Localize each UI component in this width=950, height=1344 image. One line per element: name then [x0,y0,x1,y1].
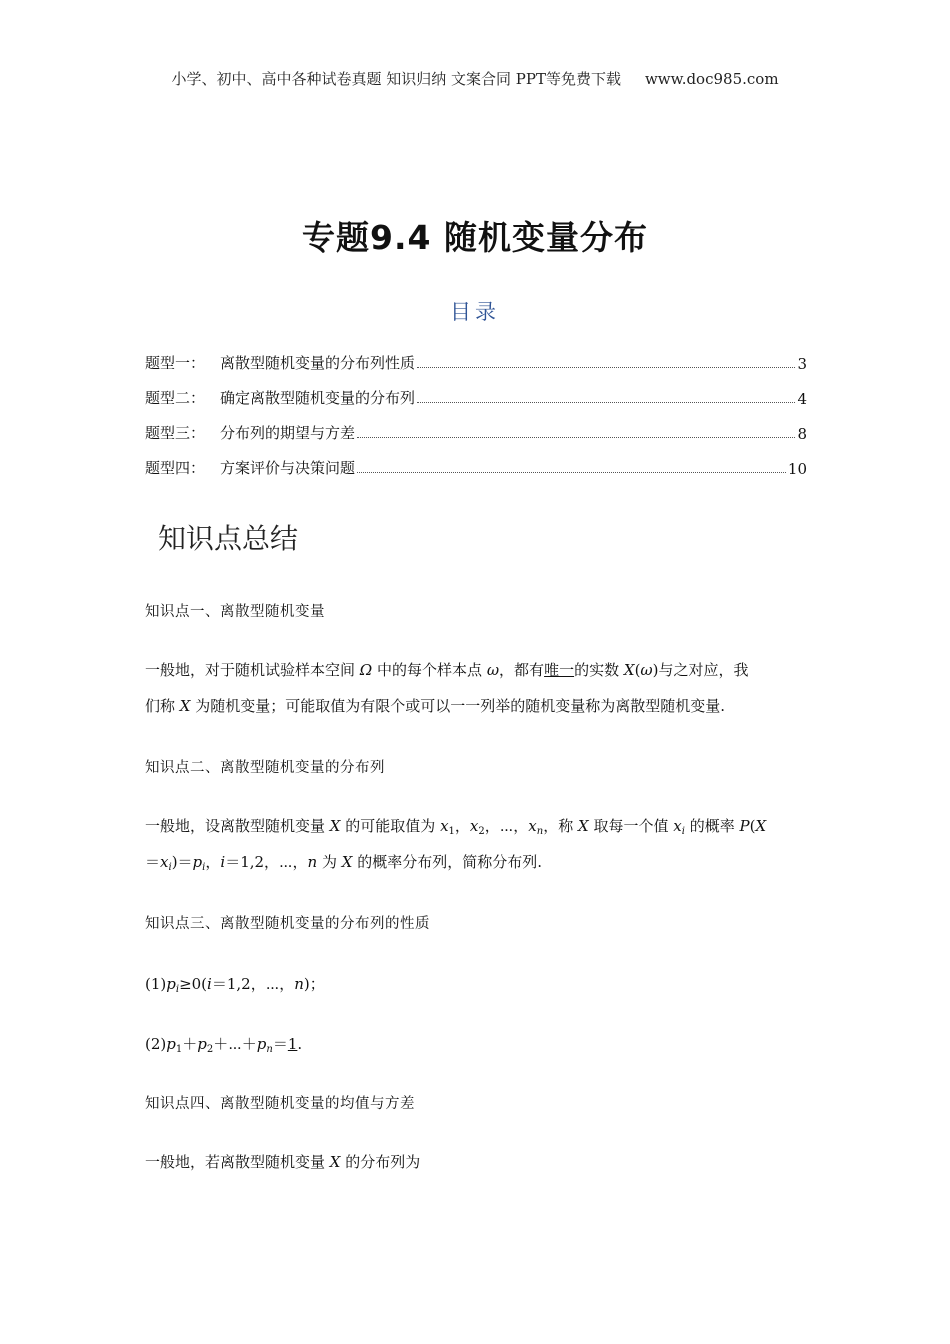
toc-leader-dots [417,401,795,403]
page-title: 专题9.4 随机变量分布 [302,218,648,257]
toc-entry-text: 确定离散型随机变量的分布列 [220,389,416,407]
text: (2) [145,1035,167,1053]
kp4-paragraph: 一般地，若离散型随机变量 X 的分布列为 [145,1153,421,1171]
toc-entry[interactable] [145,338,807,373]
toc-entry-page: 4 [797,390,807,408]
text: 一般地，对于随机试验样本空间 [145,661,356,679]
kp2-paragraph: 一般地，设离散型随机变量 X 的可能取值为 $x_1$，$x_2$，⋯，$x_n$，称 X 取每一个值 $x_i$ 的概率 P(X $=x_i)=p_i$，i＝1,2，⋯，n 为 X 的概率分布列，简称分布列. [145,817,767,873]
underlined-text: 1 [287,1035,298,1053]
header-left-text: 小学、初中、高中各种试卷真题 知识归纳 文案合同 PPT等免费下载 [171,70,621,88]
toc-leader-dots [357,436,795,438]
toc-entry-page: 8 [797,425,807,443]
text: 为 [322,853,338,871]
text: 们称 [145,697,176,715]
underlined-text: 唯一 [544,661,575,679]
toc-entry-page: 10 [787,460,807,478]
text: 的实数 [574,661,620,679]
text: 与之对应，我 [658,661,749,679]
text: . [297,1035,303,1053]
text: 的概率分布列，简称分布列. [357,853,543,871]
text: ≥0( [179,975,208,993]
toc-entry-text: 离散型随机变量的分布列性质 [220,354,416,372]
section-heading: 知识点总结 [158,522,299,555]
text: ＋⋯＋ [213,1035,257,1053]
kp3-property-1: $(1)p_i\ge 0(i=1,2$，⋯，n)； [145,975,325,995]
kp3-property-2: $(2)p_1+p_2+\cdots+p_n=1$. [145,1035,303,1055]
toc-entry-label: 题型三： [145,424,206,442]
text: ＝1,2，⋯， [211,975,295,993]
text: 的可能取值为 [345,817,436,835]
text: 取每一个值 [593,817,669,835]
toc-entry-label: 题型四： [145,459,206,477]
kp4-heading: 知识点四、离散型随机变量的均值与方差 [145,1096,415,1112]
toc-entry[interactable] [145,408,807,443]
text: ，都有 [499,661,545,679]
text: 一般地，若离散型随机变量 [145,1153,326,1171]
text: 中的每个样本点 [377,661,483,679]
header-url[interactable]: www.doc985.com [644,70,779,88]
kp1-heading: 知识点一、离散型随机变量 [145,604,325,620]
kp1-paragraph: 一般地，对于随机试验样本空间 Ω 中的每个样本点 ω，都有唯一的实数 X(ω)与之对应，我 们称 X 为随机变量；可能取值为有限个或可以一一列举的随机变量称为离散型随机变量. [145,661,749,715]
text: 为随机变量；可能取值为有限个或可以一一列举的随机变量称为离散型随机变量. [195,697,726,715]
toc-title: 目录 [450,300,500,324]
toc-entry-page: 3 [797,355,807,373]
page-header [0,68,950,89]
text: (1) [145,975,167,993]
toc-entry[interactable] [145,373,807,408]
kp3-heading: 知识点三、离散型随机变量的分布列的性质 [145,916,430,932]
toc-leader-dots [357,471,786,473]
text: 的分布列为 [345,1153,421,1171]
toc-entry-text: 方案评价与决策问题 [220,459,356,477]
kp2-heading: 知识点二、离散型随机变量的分布列 [145,760,385,776]
toc-entry-label: 题型二： [145,389,206,407]
text: 的概率 [689,817,735,835]
table-of-contents [145,338,807,478]
text: 一般地，设离散型随机变量 [145,817,326,835]
toc-leader-dots [417,366,795,368]
text: ，称 [543,817,574,835]
toc-entry[interactable] [145,443,807,478]
toc-entry-label: 题型一： [145,354,206,372]
text: ＝ [272,1035,288,1053]
text: )； [303,975,325,993]
toc-entry-text: 分布列的期望与方差 [220,424,356,442]
